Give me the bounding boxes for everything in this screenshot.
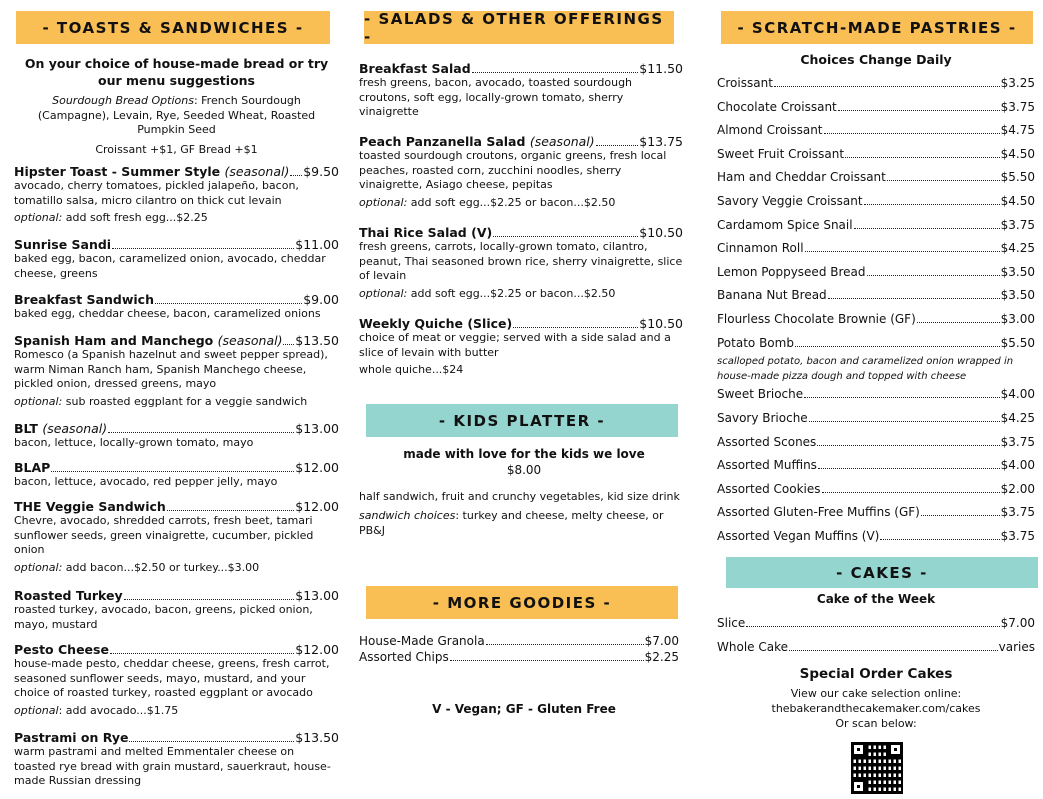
bread-intro: On your choice of house-made bread or try our menu suggestions: [24, 56, 329, 88]
item-description: bacon, lettuce, avocado, red pepper jelly, mayo: [14, 475, 278, 488]
item-name: Breakfast Salad: [359, 61, 471, 76]
pastry-item: Cardamom Spice Snail $3.75: [717, 217, 1035, 232]
special-order-title: Special Order Cakes: [799, 666, 953, 682]
menu-item: [359, 134, 683, 210]
kids-choices: sandwich choices: turkey and cheese, melty cheese, or PB&J: [359, 509, 664, 537]
item-name: Peach Panzanella Salad: [359, 134, 526, 149]
menu-item: [14, 292, 339, 322]
scan-prompt: Or scan below:: [835, 717, 917, 730]
pastry-item: Savory Veggie Croissant $4.50: [717, 193, 1035, 208]
pastry-item: Lemon Poppyseed Bread $3.50: [717, 264, 1035, 279]
item-name: Weekly Quiche (Slice): [359, 316, 513, 331]
pastry-item: Assorted Scones $3.75: [717, 434, 1035, 449]
menu-item: [14, 642, 339, 718]
item-name: Pastrami on Rye: [14, 730, 129, 745]
item-description: choice of meat or veggie; served with a side salad and a slice of levain with butter: [359, 331, 671, 359]
item-price: $10.50: [639, 225, 683, 240]
more-goodies-banner: - MORE GOODIES -: [366, 586, 678, 619]
bread-extra: Croissant +$1, GF Bread +$1: [95, 143, 258, 156]
item-description: house-made pesto, cheddar cheese, greens, fresh carrot, seasoned sunflower seeds, mayo, mustard, and your choice of roasted turkey, roasted eggplant or avocado: [14, 657, 330, 699]
menu-item: [359, 316, 683, 378]
pastries-subtitle: Choices Change Daily: [800, 52, 952, 67]
item-name: Thai Rice Salad (V): [359, 225, 493, 240]
item-price: $11.00: [295, 237, 339, 252]
cake-item: Slice $7.00: [717, 616, 1035, 630]
pastries-banner: - SCRATCH-MADE PASTRIES -: [721, 11, 1033, 44]
pastry-item: Cinnamon Roll $4.25: [717, 241, 1035, 256]
item-price: $7.00: [644, 634, 679, 648]
goodies-item: [359, 634, 679, 648]
item-name: Sunrise Sandi: [14, 237, 112, 252]
item-name: BLT: [14, 421, 38, 436]
item-name: Hipster Toast - Summer Style: [14, 164, 221, 179]
item-name: Spanish Ham and Manchego: [14, 333, 214, 348]
pastry-item: Savory Brioche $4.25: [717, 410, 1035, 425]
item-option: optional: add soft fresh egg...$2.25: [14, 211, 208, 224]
pastry-item: Banana Nut Bread $3.50: [717, 288, 1035, 303]
item-name: Roasted Turkey: [14, 588, 123, 603]
item-option: optional: add soft egg...$2.25 or bacon...$2.50: [359, 195, 616, 209]
item-option: whole quiche...$24: [359, 363, 464, 376]
item-price: $12.00: [295, 460, 339, 475]
pastry-item: Chocolate Croissant $3.75: [717, 99, 1035, 114]
item-description: baked egg, cheddar cheese, bacon, caramelized onions: [14, 307, 321, 320]
item-price: $9.00: [303, 292, 339, 307]
diet-legend: V - Vegan; GF - Gluten Free: [432, 702, 616, 716]
item-description: fresh greens, bacon, avocado, toasted sourdough croutons, soft egg, locally-grown tomato, sherry vinaigrette: [359, 76, 633, 118]
menu-item: [14, 460, 339, 490]
pastry-item: Potato Bomb $5.50: [717, 335, 1035, 350]
toasts-sandwiches-column: [14, 0, 339, 799]
cakes-banner: - CAKES -: [726, 557, 1038, 588]
item-name: Assorted Chips: [359, 650, 449, 664]
salads-banner: - SALADS & OTHER OFFERINGS -: [364, 11, 674, 44]
salads-column: [359, 0, 689, 799]
bread-options-label: Sourdough Bread Options: [52, 94, 194, 107]
item-name: House-Made Granola: [359, 634, 485, 648]
menu-item: [14, 421, 339, 451]
item-price: $12.00: [295, 499, 339, 514]
bread-options: [14, 94, 339, 138]
menu-item: [359, 225, 683, 301]
item-option: optional: add soft egg...$2.25 or bacon...$2.50: [359, 286, 616, 300]
item-description: avocado, cherry tomatoes, pickled jalapeño, bacon, tomatillo salsa, micro cilantro on thick cut levain: [14, 179, 299, 207]
item-description: Romesco (a Spanish hazelnut and sweet pepper spread), warm Niman Ranch ham, Spanish Manchego cheese, pickled onion, dressed greens, mayo: [14, 348, 328, 390]
bread-options-text: : French Sourdough (Campagne), Levain, Rye, Seeded Wheat, Roasted Pumpkin Seed: [37, 94, 316, 136]
item-name: BLAP: [14, 460, 51, 475]
item-price: $11.50: [639, 61, 683, 76]
item-price: $2.25: [644, 650, 679, 664]
menu-item: [359, 61, 683, 120]
goodies-item: [359, 650, 679, 664]
kids-price: $8.00: [506, 463, 542, 477]
menu-item: [14, 333, 339, 409]
pastry-item: Sweet Fruit Croissant $4.50: [717, 146, 1035, 161]
qr-code[interactable]: [851, 742, 903, 794]
item-option: optional: sub roasted eggplant for a veggie sandwich: [14, 394, 308, 408]
kids-platter-banner: - KIDS PLATTER -: [366, 404, 678, 437]
seasonal-tag: (seasonal): [217, 333, 283, 348]
menu-item: [14, 237, 339, 281]
pastry-item: Almond Croissant $4.75: [717, 123, 1035, 138]
pastry-item: Assorted Vegan Muffins (V) $3.75: [717, 528, 1035, 543]
seasonal-tag: (seasonal): [224, 164, 290, 179]
item-price: $13.00: [295, 588, 339, 603]
pastry-item: Croissant $3.25: [717, 76, 1035, 90]
menu-item: [14, 588, 339, 632]
toasts-sandwiches-banner: - TOASTS & SANDWICHES -: [16, 11, 330, 44]
pastry-item: Ham and Cheddar Croissant $5.50: [717, 170, 1035, 185]
kids-description: half sandwich, fruit and crunchy vegetables, kid size drink: [359, 490, 680, 503]
pastries-column: [717, 0, 1035, 799]
potato-bomb-note: scalloped potato, bacon and caramelized onion wrapped in house-made pizza dough and topped with cheese: [717, 355, 1014, 382]
pastry-list: [717, 76, 1035, 552]
item-price: $13.50: [295, 333, 339, 348]
cakes-subtitle: Cake of the Week: [816, 592, 936, 606]
pastry-item: Flourless Chocolate Brownie (GF) $3.00: [717, 311, 1035, 326]
pastry-item: Sweet Brioche $4.00: [717, 386, 1035, 401]
item-price: $12.00: [295, 642, 339, 657]
item-name: THE Veggie Sandwich: [14, 499, 166, 514]
item-description: bacon, lettuce, locally-grown tomato, mayo: [14, 436, 254, 449]
menu-item: [14, 730, 339, 789]
item-description: Chevre, avocado, shredded carrots, fresh beet, tamari sunflower seeds, green vinaigrette, cucumber, pickled onion: [14, 514, 314, 556]
item-name: Pesto Cheese: [14, 642, 109, 657]
item-description: toasted sourdough croutons, organic greens, fresh local peaches, roasted corn, zucchini noodles, sherry vinaigrette, Asiago cheese, pepitas: [359, 149, 667, 191]
menu-item: [14, 499, 339, 575]
item-description: warm pastrami and melted Emmentaler cheese on toasted rye bread with grain mustard, sauerkraut, house-made Russian dressing: [14, 745, 331, 787]
item-price: $13.00: [295, 421, 339, 436]
seasonal-tag: (seasonal): [529, 134, 595, 149]
pastry-item: Assorted Gluten-Free Muffins (GF) $3.75: [717, 505, 1035, 520]
item-description: baked egg, bacon, caramelized onion, avocado, cheddar cheese, greens: [14, 252, 326, 280]
pastry-item: Assorted Muffins $4.00: [717, 458, 1035, 473]
menu-item: [14, 164, 339, 226]
item-option: optional: add avocado...$1.75: [14, 703, 179, 717]
item-option: optional: add bacon...$2.50 or turkey...$3.00: [14, 560, 260, 574]
item-description: fresh greens, carrots, locally-grown tomato, cilantro, peanut, Thai seasoned brown rice, sherry vinaigrette, slice of levain: [359, 240, 683, 282]
seasonal-tag: (seasonal): [42, 421, 108, 436]
item-name: Breakfast Sandwich: [14, 292, 154, 307]
item-description: roasted turkey, avocado, bacon, greens, picked onion, mayo, mustard: [14, 603, 313, 631]
pastry-item: Assorted Cookies $2.00: [717, 481, 1035, 496]
item-price: $10.50: [639, 316, 683, 331]
cake-item: Whole Cake varies: [717, 640, 1035, 654]
item-price: $13.75: [639, 134, 683, 149]
item-price: $13.50: [295, 730, 339, 745]
item-price: $9.50: [303, 164, 339, 179]
special-order-line: View our cake selection online:: [790, 687, 962, 700]
cake-website-link[interactable]: thebakerandthecakemaker.com/cakes: [771, 702, 981, 715]
kids-tagline: made with love for the kids we love: [403, 447, 645, 461]
